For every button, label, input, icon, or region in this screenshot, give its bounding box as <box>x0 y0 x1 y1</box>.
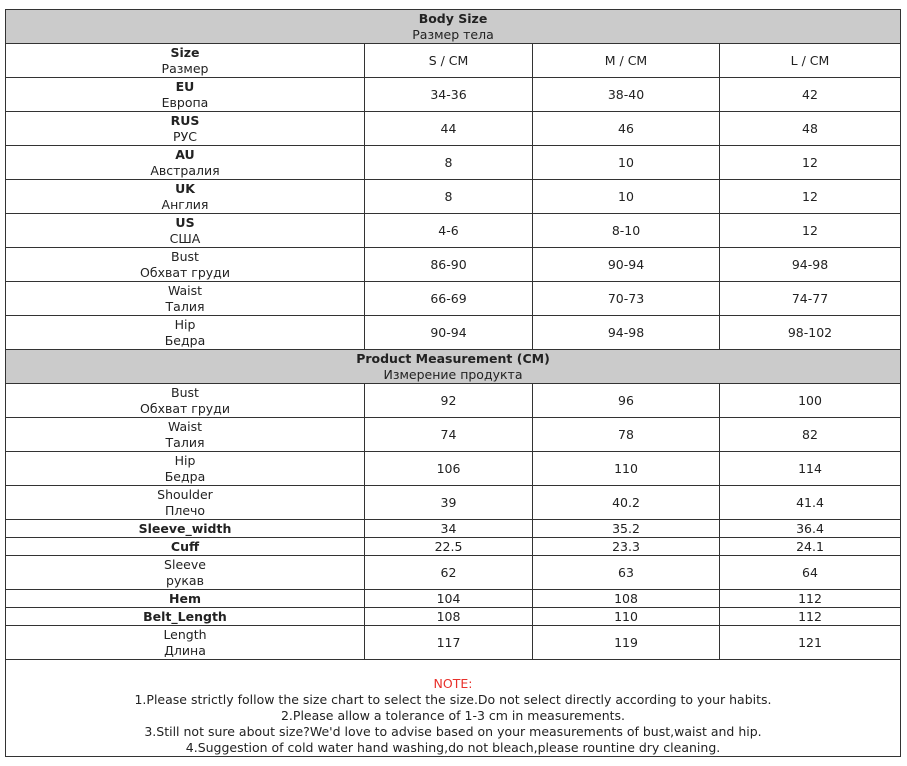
body-row-label <box>6 180 365 214</box>
body-size-header <box>6 10 901 44</box>
value-l: 112 <box>720 590 901 608</box>
row-label-en: AU <box>175 146 195 162</box>
size-label: Size <box>170 44 200 60</box>
product-row-label <box>6 452 365 486</box>
value-m: 78 <box>533 418 720 452</box>
value-s: 74 <box>365 418 533 452</box>
row-label-en: Sleeve <box>164 556 206 572</box>
row-label-ru: Англия <box>161 196 209 212</box>
row-label-ru: Талия <box>165 434 205 450</box>
product-row <box>6 452 901 486</box>
product-row-label <box>6 538 365 556</box>
note-row <box>6 660 901 757</box>
value-l: 121 <box>720 626 901 660</box>
product-row <box>6 418 901 452</box>
note-title: NOTE: <box>433 676 473 691</box>
product-row <box>6 556 901 590</box>
product-row-label <box>6 520 365 538</box>
row-label-ru: Австралия <box>150 162 220 178</box>
body-row-label <box>6 78 365 112</box>
value-m: 40.2 <box>533 486 720 520</box>
row-label-en: Hem <box>169 590 201 606</box>
row-label-ru: Бедра <box>164 468 206 484</box>
product-row <box>6 590 901 608</box>
body-row <box>6 112 901 146</box>
product-header-row <box>6 350 901 384</box>
row-label-ru: Длина <box>164 642 206 658</box>
product-row <box>6 384 901 418</box>
note-block <box>6 660 901 757</box>
value-s: 117 <box>365 626 533 660</box>
value-l: 64 <box>720 556 901 590</box>
product-title-ru: Измерение продукта <box>383 366 523 382</box>
value-l: 36.4 <box>720 520 901 538</box>
row-label-ru: рукав <box>166 572 204 588</box>
value-s: 44 <box>365 112 533 146</box>
row-label-en: US <box>175 214 195 230</box>
value-s: 22.5 <box>365 538 533 556</box>
row-label-ru: Талия <box>165 298 205 314</box>
row-label-en: Bust <box>171 248 199 264</box>
body-row-label <box>6 282 365 316</box>
product-header <box>6 350 901 384</box>
row-label-ru: США <box>169 230 201 246</box>
size-chart <box>5 9 900 757</box>
note-line: 3.Still not sure about size?We'd love to advise based on your measurements of bust,waist and hip. <box>144 724 762 739</box>
product-title: Product Measurement (CM) <box>356 350 550 366</box>
product-row-label <box>6 590 365 608</box>
value-m: 8-10 <box>533 214 720 248</box>
value-l: 12 <box>720 180 901 214</box>
body-row <box>6 316 901 350</box>
value-s: 62 <box>365 556 533 590</box>
value-s: 8 <box>365 180 533 214</box>
size-l-header: L / CM <box>720 44 901 78</box>
row-label-ru: Обхват груди <box>140 400 230 416</box>
row-label-en: Bust <box>171 384 199 400</box>
value-l: 41.4 <box>720 486 901 520</box>
row-label-ru: РУС <box>173 128 197 144</box>
body-size-title-ru: Размер тела <box>412 26 494 42</box>
value-s: 4-6 <box>365 214 533 248</box>
body-row <box>6 180 901 214</box>
body-row-label <box>6 214 365 248</box>
body-row-label <box>6 112 365 146</box>
product-row-label <box>6 608 365 626</box>
product-row <box>6 520 901 538</box>
row-label-en: Hip <box>174 316 196 332</box>
size-label-ru: Размер <box>161 60 209 76</box>
value-s: 90-94 <box>365 316 533 350</box>
body-row <box>6 146 901 180</box>
value-s: 34-36 <box>365 78 533 112</box>
row-label-en: Length <box>163 626 207 642</box>
product-row-label <box>6 556 365 590</box>
value-l: 12 <box>720 146 901 180</box>
body-row-label <box>6 248 365 282</box>
value-l: 12 <box>720 214 901 248</box>
product-row <box>6 626 901 660</box>
value-m: 23.3 <box>533 538 720 556</box>
row-label-en: Sleeve_width <box>138 520 232 536</box>
value-l: 24.1 <box>720 538 901 556</box>
value-l: 94-98 <box>720 248 901 282</box>
body-size-header-row <box>6 10 901 44</box>
value-m: 110 <box>533 452 720 486</box>
size-m-header: M / CM <box>533 44 720 78</box>
value-m: 108 <box>533 590 720 608</box>
size-column-label <box>6 44 365 78</box>
size-column-header-row <box>6 44 901 78</box>
row-label-en: Shoulder <box>157 486 213 502</box>
value-l: 100 <box>720 384 901 418</box>
value-l: 48 <box>720 112 901 146</box>
size-s-header: S / CM <box>365 44 533 78</box>
product-row <box>6 538 901 556</box>
row-label-ru: Плечо <box>164 502 206 518</box>
row-label-en: Cuff <box>170 538 200 554</box>
value-l: 82 <box>720 418 901 452</box>
value-l: 74-77 <box>720 282 901 316</box>
product-row-label <box>6 384 365 418</box>
body-row <box>6 214 901 248</box>
product-row-label <box>6 486 365 520</box>
value-s: 108 <box>365 608 533 626</box>
value-s: 39 <box>365 486 533 520</box>
value-m: 90-94 <box>533 248 720 282</box>
row-label-ru: Европа <box>161 94 209 110</box>
body-row <box>6 78 901 112</box>
body-row <box>6 248 901 282</box>
value-m: 46 <box>533 112 720 146</box>
value-s: 104 <box>365 590 533 608</box>
product-row <box>6 486 901 520</box>
value-m: 110 <box>533 608 720 626</box>
value-m: 94-98 <box>533 316 720 350</box>
body-row <box>6 282 901 316</box>
row-label-ru: Бедра <box>164 332 206 348</box>
value-s: 92 <box>365 384 533 418</box>
size-chart-table <box>5 9 901 757</box>
row-label-en: UK <box>175 180 195 196</box>
value-m: 96 <box>533 384 720 418</box>
row-label-en: Waist <box>167 418 203 434</box>
body-row-label <box>6 316 365 350</box>
body-row-label <box>6 146 365 180</box>
value-s: 66-69 <box>365 282 533 316</box>
row-label-en: Waist <box>167 282 203 298</box>
value-m: 10 <box>533 180 720 214</box>
note-line: 2.Please allow a tolerance of 1-3 cm in measurements. <box>280 708 625 723</box>
note-line: 4.Suggestion of cold water hand washing,do not bleach,please rountine dry cleaning. <box>185 740 721 755</box>
row-label-en: Hip <box>174 452 196 468</box>
body-size-title: Body Size <box>418 10 488 26</box>
value-m: 70-73 <box>533 282 720 316</box>
value-l: 98-102 <box>720 316 901 350</box>
value-s: 8 <box>365 146 533 180</box>
product-row-label <box>6 626 365 660</box>
value-m: 119 <box>533 626 720 660</box>
value-m: 35.2 <box>533 520 720 538</box>
value-l: 114 <box>720 452 901 486</box>
product-row <box>6 608 901 626</box>
value-s: 34 <box>365 520 533 538</box>
row-label-en: EU <box>175 78 195 94</box>
row-label-en: RUS <box>170 112 200 128</box>
value-s: 106 <box>365 452 533 486</box>
value-l: 42 <box>720 78 901 112</box>
value-m: 10 <box>533 146 720 180</box>
note-line: 1.Please strictly follow the size chart to select the size.Do not select directly according to your habits. <box>134 692 772 707</box>
row-label-ru: Обхват груди <box>140 264 230 280</box>
value-s: 86-90 <box>365 248 533 282</box>
product-row-label <box>6 418 365 452</box>
value-l: 112 <box>720 608 901 626</box>
row-label-en: Belt_Length <box>143 608 227 624</box>
value-m: 63 <box>533 556 720 590</box>
value-m: 38-40 <box>533 78 720 112</box>
